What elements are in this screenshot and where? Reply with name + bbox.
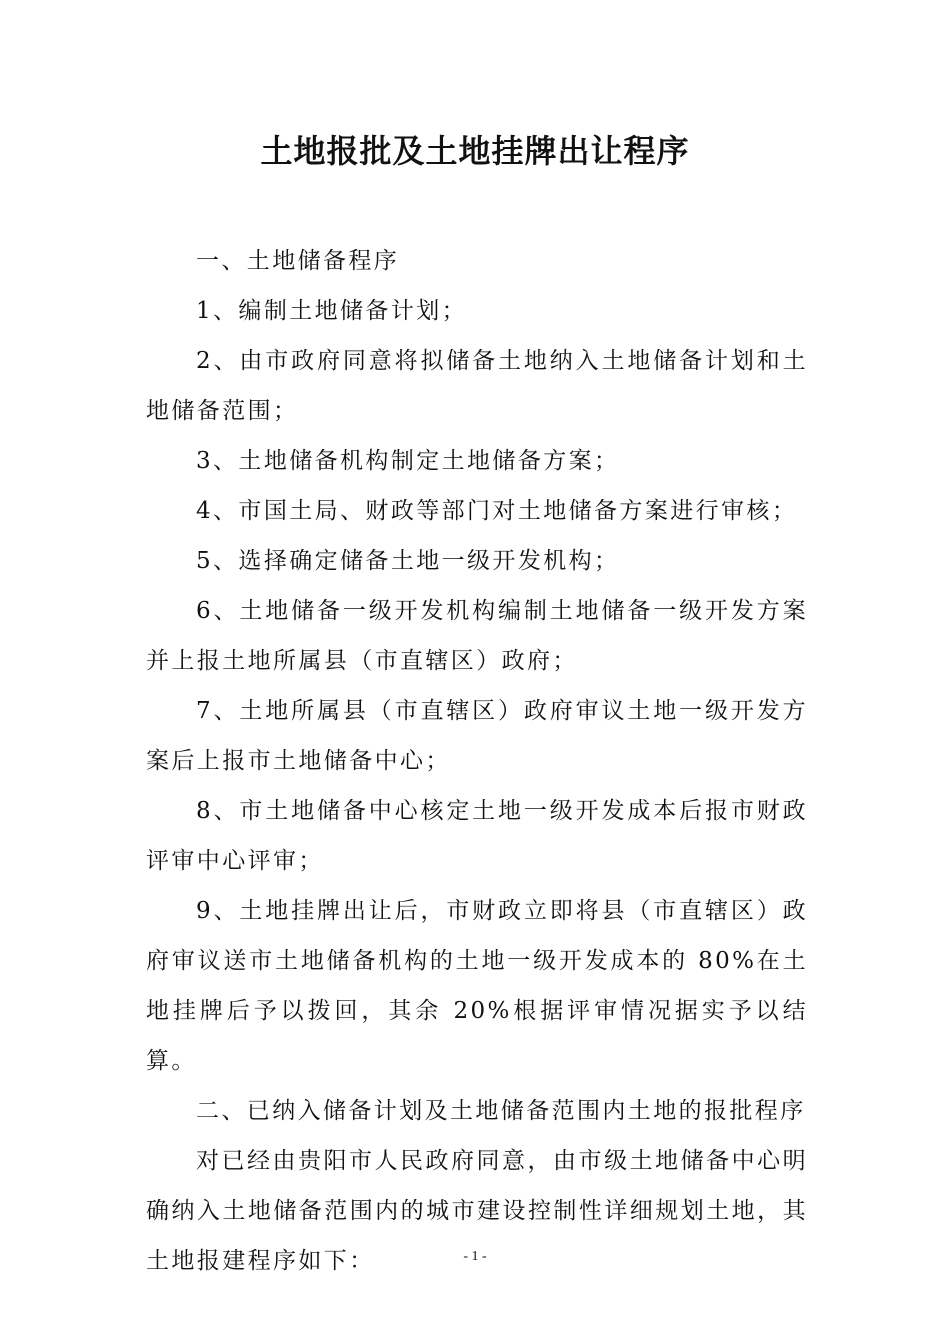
list-item: 6、土地储备一级开发机构编制土地储备一级开发方案并上报土地所属县（市直辖区）政府； xyxy=(146,598,808,674)
list-item: 3、土地储备机构制定土地储备方案； xyxy=(196,448,620,474)
section-heading: 一、土地储备程序 xyxy=(196,248,400,274)
section-heading: 二、已纳入储备计划及土地储备范围内土地的报批程序 xyxy=(196,1098,806,1124)
page-number: - 1 - xyxy=(463,1249,487,1264)
list-item: 1、编制土地储备计划； xyxy=(196,298,468,324)
list-item: 7、土地所属县（市直辖区）政府审议土地一级开发方案后上报市土地储备中心； xyxy=(146,698,808,774)
document-title: 土地报批及土地挂牌出让程序 xyxy=(260,132,690,170)
list-item: 4、市国土局、财政等部门对土地储备方案进行审核； xyxy=(196,498,798,524)
list-item: 9、土地挂牌出让后，市财政立即将县（市直辖区）政府审议送市土地储备机构的土地一级开发成本的 80%在土地挂牌后予以拨回，其余 20%根据评审情况据实予以结算。 xyxy=(146,898,808,1074)
list-item: 2、由市政府同意将拟储备土地纳入土地储备计划和土地储备范围； xyxy=(146,348,808,424)
list-item: 8、市土地储备中心核定土地一级开发成本后报市财政评审中心评审； xyxy=(146,798,808,874)
body-paragraph: 对已经由贵阳市人民政府同意，由市级土地储备中心明确纳入土地储备范围内的城市建设控制性详细规划土地，其土地报建程序如下： xyxy=(146,1148,808,1274)
document-body xyxy=(146,236,808,1286)
list-item: 5、选择确定储备土地一级开发机构； xyxy=(196,548,620,574)
